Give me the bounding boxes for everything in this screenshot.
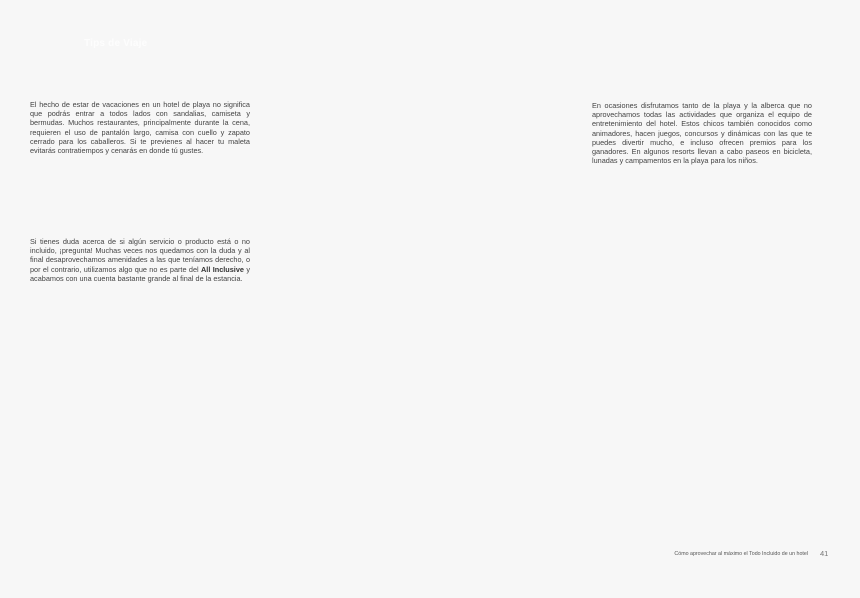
paragraph-bold-term: All Inclusive [201,264,244,274]
paragraph-ask-questions [30,237,250,283]
paragraph-entertainment: En ocasiones disfrutamos tanto de la playa y la alberca que no aprovechamos todas las actividades que organiza el equipo de entretenimiento del hotel. Estos chicos también conocidos como animadores, hacen juegos, concursos y dinámicas con las que te puedes divertir mucho, e incluso ofrecen premios para los ganadores. En algunos resorts llevan a cabo paseos en bicicleta, lunadas y campamentos en la playa para los niños. [592,101,812,166]
footer-book-title: Cómo aprovechar al máximo el Todo Incluido de un hotel [674,551,808,557]
paragraph-text-after: y acabamos con una cuenta bastante grande al final de la estancia. [30,264,250,283]
paragraph-text-before: Si tienes duda acerca de si algún servicio o producto está o no incluido, ¡pregunta! Muchas veces nos quedamos con la duda y al final desaprovechamos amenidades a las que teníamos derecho, o por el contrario, utilizamos algo que no es parte del [30,237,250,274]
paragraph-dress-code: El hecho de estar de vacaciones en un hotel de playa no significa que podrás entrar a todos lados con sandalias, camiseta y bermudas. Muchos restaurantes, principalmente durante la cena, requieren el uso de pantalón largo, camisa con cuello y zapato cerrado para los caballeros. Si te previenes al hacer tu maleta evitarás contratiempos y cenarás en donde tú gustes. [30,100,250,156]
footer-page-number: 41 [820,549,829,558]
page-heading: Tips de Viaje [84,38,148,49]
